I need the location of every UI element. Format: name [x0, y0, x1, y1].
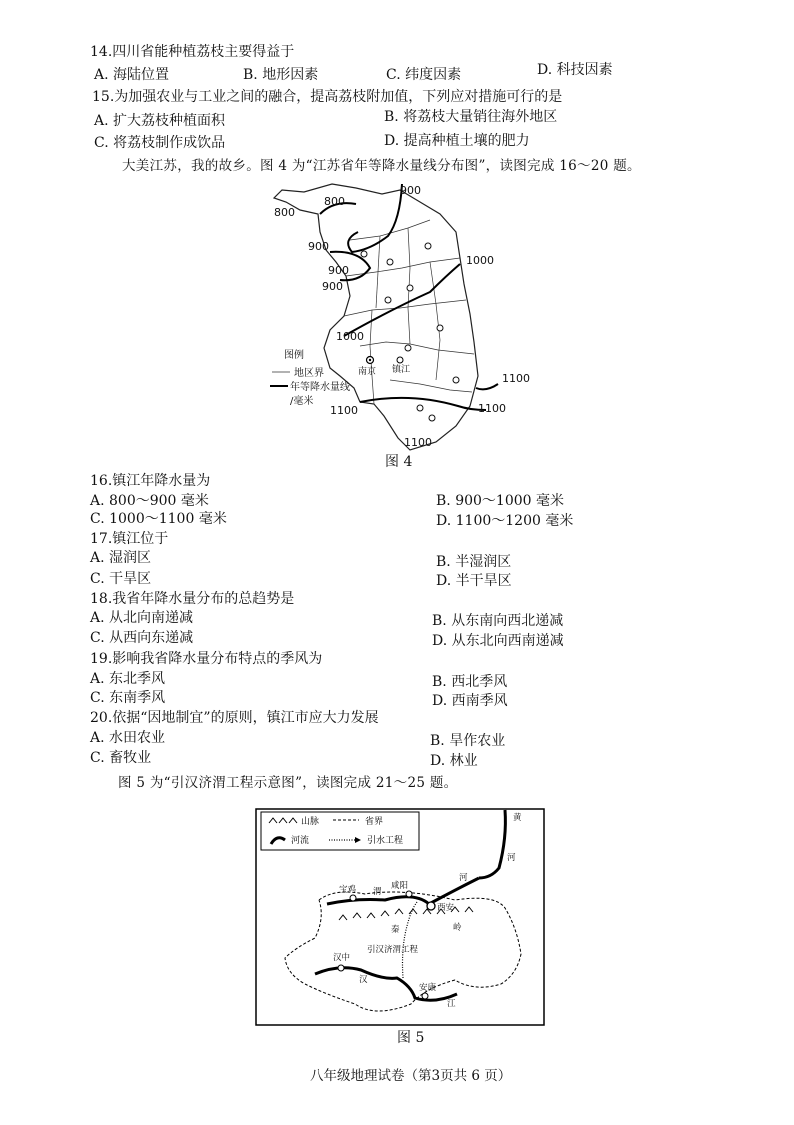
legend-boundary: 地区界	[294, 368, 324, 379]
q14-option-a: A. 海陆位置	[94, 67, 170, 83]
isohyet-label: 800	[324, 195, 345, 208]
legend-project: 引水工程	[367, 836, 404, 846]
q16-stem: 16.镇江年降水量为	[90, 473, 211, 489]
zhenjiang-marker	[397, 357, 403, 363]
q17-stem: 17.镇江位于	[90, 531, 169, 547]
q16-option-b: B. 900～1000 毫米	[436, 493, 564, 509]
q16-option-d: D. 1100～1200 毫米	[436, 513, 574, 529]
q20-option-b: B. 旱作农业	[430, 733, 506, 749]
q18-option-c: C. 从西向东递减	[90, 630, 194, 646]
ling-label: 岭	[453, 923, 462, 933]
huang-label: 黄	[513, 813, 522, 823]
q20-option-d: D. 林业	[430, 753, 478, 769]
ankang-label: 安康	[419, 983, 437, 993]
q17-option-d: D. 半干旱区	[436, 573, 512, 589]
isohyet-1100-east	[476, 384, 498, 389]
q19-option-d: D. 西南季风	[432, 693, 508, 709]
q18-stem: 18.我省年降水量分布的总趋势是	[90, 591, 295, 607]
isohyet-label: 1000	[466, 254, 494, 267]
figure-5-legend	[261, 812, 419, 850]
figure-5-caption: 图 5	[397, 1030, 425, 1046]
he2-label: 河	[507, 853, 516, 863]
isohyet-label: 900	[308, 240, 329, 253]
hanzhong-label: 汉中	[333, 953, 351, 963]
q14-option-b: B. 地形因素	[243, 67, 319, 83]
hanzhong-marker	[338, 965, 344, 971]
legend-isohyet-unit: /毫米	[290, 396, 314, 407]
q17-option-c: C. 干旱区	[90, 571, 152, 587]
legend-border: 省界	[365, 817, 384, 827]
q14-option-c: C. 纬度因素	[386, 67, 462, 83]
jiang-label: 江	[447, 999, 456, 1009]
q20-stem: 20.依据“因地制宜”的原则，镇江市应大力发展	[90, 710, 379, 726]
q15-stem: 15.为加强农业与工业之间的融合，提高荔枝附加值，下列应对措施可行的是	[92, 89, 563, 105]
map-legend	[270, 348, 350, 407]
q17-option-b: B. 半湿润区	[436, 554, 512, 570]
figure-4-caption: 图 4	[385, 454, 413, 470]
xian-label: 西安	[437, 903, 455, 913]
xianyang-marker	[406, 891, 412, 897]
xian-marker	[427, 902, 435, 910]
baoji-marker	[350, 895, 356, 901]
isohyet-label: 900	[400, 184, 421, 197]
isohyet-label: 1100	[478, 402, 506, 415]
zhenjiang-label: 镇江	[392, 365, 411, 375]
han-label: 汉	[359, 975, 368, 985]
isohyet-label: 1100	[502, 372, 530, 385]
intro-figure-4: 大美江苏，我的故乡。图 4 为“江苏省年等降水量线分布图”，读图完成 16～20 题。	[122, 158, 641, 174]
q16-option-c: C. 1000～1100 毫米	[90, 511, 227, 527]
q19-option-b: B. 西北季风	[432, 674, 508, 690]
isohyet-label: 900	[328, 264, 349, 277]
qin-label: 秦	[391, 925, 400, 935]
q15-option-a: A. 扩大荔枝种植面积	[94, 113, 226, 129]
isohyet-label: 1100	[330, 404, 358, 417]
isohyet-label: 1000	[336, 330, 364, 343]
nanjing-label: 南京	[358, 367, 377, 377]
q19-stem: 19.影响我省降水量分布特点的季风为	[90, 651, 323, 667]
wei-label: 渭	[373, 887, 382, 897]
q14-option-d: D. 科技因素	[537, 62, 613, 78]
isohyet-label: 800	[274, 206, 295, 219]
q15-option-c: C. 将荔枝制作成饮品	[94, 135, 226, 151]
q18-option-b: B. 从东南向西北递减	[432, 613, 564, 629]
q19-option-c: C. 东南季风	[90, 690, 166, 706]
intro-figure-5: 图 5 为“引汉济渭工程示意图”，读图完成 21～25 题。	[118, 775, 458, 791]
isohyet-1000	[344, 264, 460, 336]
province-outline	[274, 184, 478, 450]
page-footer: 八年级地理试卷（第3页共 6 页）	[310, 1068, 512, 1084]
legend-title: 图例	[284, 350, 304, 361]
q18-option-d: D. 从东北向西南递减	[432, 633, 564, 649]
q19-option-a: A. 东北季风	[90, 671, 166, 687]
yinhan-jiwei-map	[255, 808, 545, 1026]
legend-isohyet: 年等降水量线	[290, 382, 350, 393]
q20-option-a: A. 水田农业	[90, 730, 166, 746]
q18-option-a: A. 从北向南递减	[90, 610, 194, 626]
ankang-marker	[422, 993, 428, 999]
project-label: 引汉济渭工程	[367, 945, 419, 955]
he-label: 河	[459, 873, 468, 883]
xianyang-label: 咸阳	[391, 881, 409, 891]
legend-mountain: 山脉	[301, 817, 320, 827]
isohyet-label: 1100	[404, 436, 432, 449]
legend-river: 河流	[291, 836, 310, 846]
q16-option-a: A. 800～900 毫米	[90, 493, 209, 509]
q20-option-c: C. 畜牧业	[90, 750, 152, 766]
jiangsu-isohyet-map	[260, 180, 550, 460]
q17-option-a: A. 湿润区	[90, 550, 152, 566]
q15-option-d: D. 提高种植土壤的肥力	[384, 133, 530, 149]
q14-stem: 14.四川省能种植荔枝主要得益于	[90, 44, 295, 60]
isohyet-label: 900	[322, 280, 343, 293]
baoji-label: 宝鸡	[339, 885, 357, 895]
q15-option-b: B. 将荔枝大量销往海外地区	[384, 109, 558, 125]
isohyet-900-north	[348, 184, 402, 252]
